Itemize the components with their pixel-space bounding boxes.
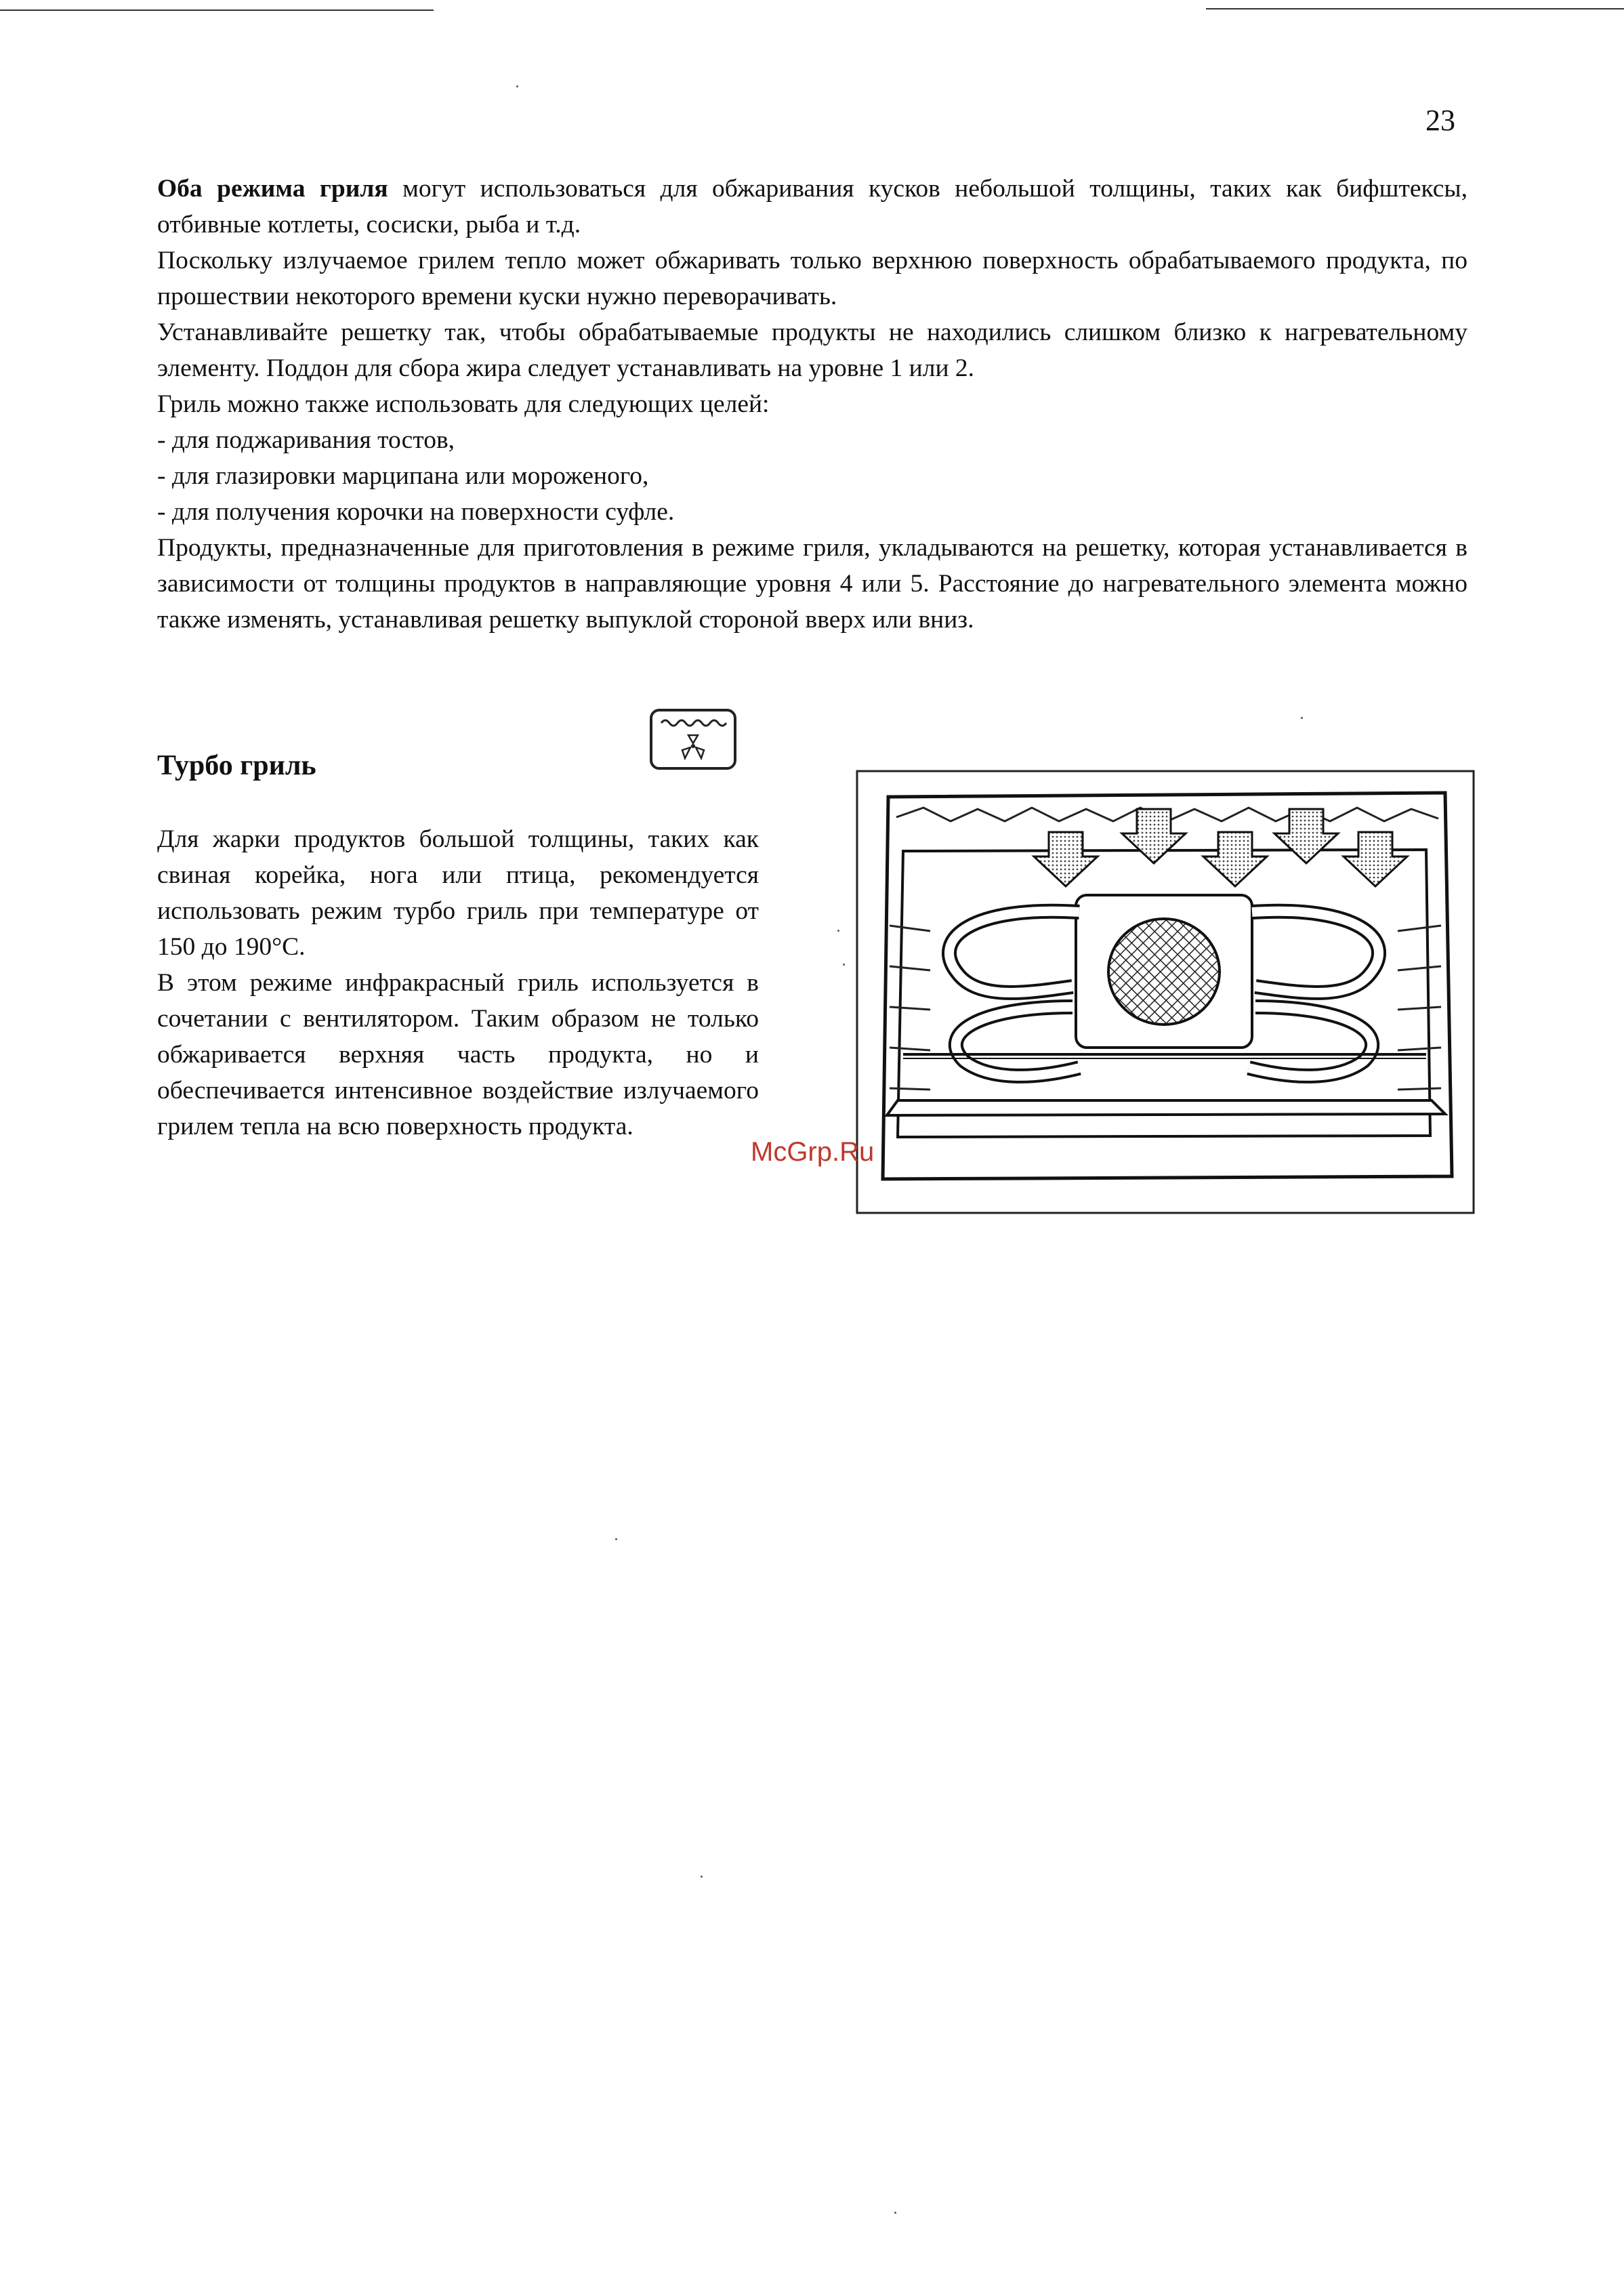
intro-paragraph-3: Устанавливайте решетку так, чтобы обрабатываемые продукты не находились слишком близко к нагревательному элементу. Поддон для сбора жира следует устанавливать на уровне 1 или 2.	[157, 318, 1467, 382]
list-item: - для получения корочки на поверхности суфле.	[157, 498, 675, 526]
turbo-paragraph-1: Для жарки продуктов большой толщины, таких как свиная корейка, нога или птица, рекомендуется использовать режим турбо гриль при температуре от 150 до 190°C.	[157, 825, 759, 961]
turbo-grill-text	[157, 821, 759, 1144]
intro-text	[157, 171, 1467, 638]
intro-bold-lead: Оба режима гриля	[157, 175, 388, 203]
turbo-grill-mode-icon	[649, 708, 737, 770]
top-rule-left	[0, 9, 434, 11]
top-rule-right	[1206, 8, 1624, 9]
scan-speck	[837, 930, 839, 932]
intro-paragraph-5: Продукты, предназначенные для приготовления в режиме гриля, укладываются на решетку, которая устанавливается в зависимости от толщины продуктов в направляющие уровня 4 или 5. Расстояние до нагревательного элемента можно также изменять, устанавливая решетку выпуклой стороной вверх или вниз.	[157, 534, 1467, 634]
scan-speck	[1301, 717, 1303, 719]
intro-paragraph-2: Поскольку излучаемое грилем тепло может обжаривать только верхнюю поверхность обрабатываемого продукта, по прошествии некоторого времени куски нужно переворачивать.	[157, 247, 1467, 310]
intro-paragraph-4: Гриль можно также использовать для следующих целей:	[157, 390, 770, 418]
turbo-paragraph-2: В этом режиме инфракрасный гриль используется в сочетании с вентилятором. Таким образом не только обжаривается верхняя часть продукта, но и обеспечивается интенсивное воздействие излучаемого грилем тепла на всю поверхность продукта.	[157, 969, 759, 1140]
watermark: McGrp.Ru	[751, 1137, 875, 1167]
turbo-grill-heading: Турбо гриль	[157, 750, 316, 781]
intro-paragraph-1	[157, 171, 1467, 243]
scan-speck	[843, 964, 845, 966]
scan-speck	[894, 2212, 896, 2214]
scan-speck	[615, 1538, 617, 1540]
intro-p1-rest: могут использоваться для обжаривания кусков небольшой толщины, таких как бифштексы, отбивные котлеты, сосиски, рыба и т.д.	[157, 175, 1467, 239]
scan-speck	[516, 85, 518, 87]
list-item: - для глазировки марципана или мороженого,	[157, 462, 649, 490]
oven-turbo-grill-illustration	[856, 770, 1475, 1214]
scan-speck	[701, 1876, 703, 1878]
page-number: 23	[1425, 104, 1455, 137]
list-item: - для поджаривания тостов,	[157, 426, 455, 454]
